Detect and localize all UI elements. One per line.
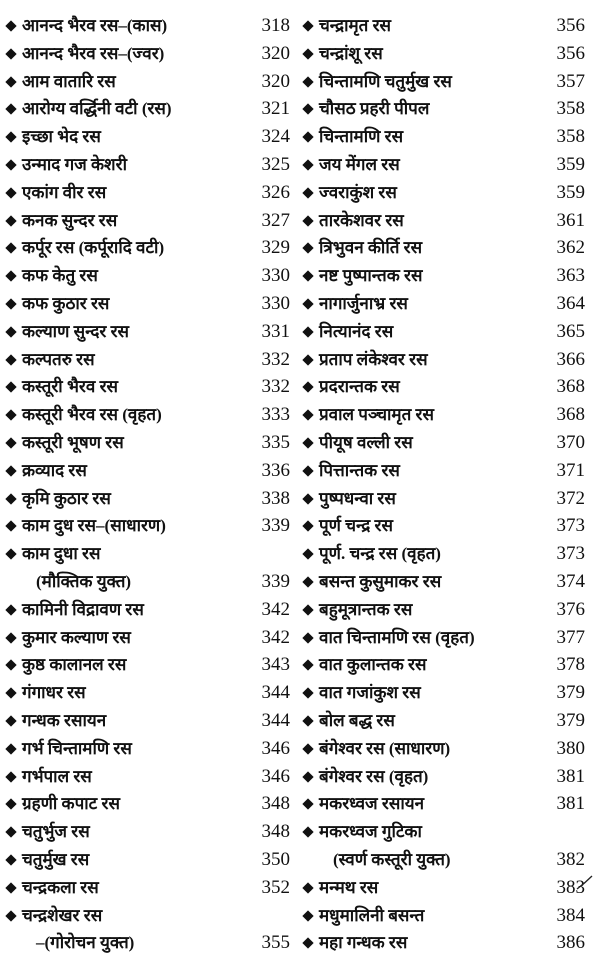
entry-name: इच्छा भेद रस [22,127,101,147]
index-entry [303,179,585,207]
entry-name: कनक सुन्दर रस [22,210,118,230]
bullet-diamond-icon [6,355,16,365]
entry-page-number: 333 [261,404,290,426]
index-entry [6,40,290,68]
index-entry [303,95,585,123]
entry-page-number: 332 [261,348,290,370]
entry-name: त्रिभुवन कीर्ति रस [319,238,423,258]
entry-name: चन्द्रामृत रस [319,16,392,35]
entry-name: कल्पतरु रस [22,349,95,369]
bullet-diamond-icon [303,911,313,921]
index-entry [6,596,290,624]
index-entry [303,651,585,679]
index-column-right [303,12,585,957]
bullet-diamond-icon [303,660,313,670]
entry-subtitle: –(गोरोचन युक्त) [36,933,135,953]
index-entry [6,902,290,930]
entry-name: कफ केतु रस [22,266,98,286]
bullet-diamond-icon [6,77,16,87]
entry-page-number: 365 [556,320,585,342]
entry-name: बसन्त कुसुमाकर रस [319,571,442,591]
entry-page-number: 363 [556,265,585,287]
bullet-diamond-icon [303,188,313,198]
entry-page-number: 346 [261,765,290,787]
entry-page-number: 325 [261,153,290,175]
bullet-diamond-icon [303,744,313,754]
entry-page-number: 361 [556,209,585,231]
index-entry [6,679,290,707]
index-entry [303,40,585,68]
index-entry [303,540,585,568]
bullet-diamond-icon [6,494,16,504]
entry-page-number: 380 [556,737,585,759]
index-entry [303,151,585,179]
index-entry [303,485,585,513]
entry-page-number: 377 [556,626,585,648]
entry-name: कुष्ठ कालानल रस [22,655,127,675]
bullet-diamond-icon [6,911,16,921]
index-entry [6,262,290,290]
index-entry [303,763,585,791]
bullet-diamond-icon [6,271,16,281]
index-entry [303,68,585,96]
entry-page-number: 346 [261,737,290,759]
entry-name: पूर्ण चन्द्र रस [319,516,393,536]
entry-name: आनन्द भैरव रस–(ज्वर) [22,43,165,63]
entry-name: कल्याण सुन्दर रस [22,321,130,341]
bullet-diamond-icon [6,21,16,31]
index-entry [6,234,290,262]
entry-name: ग्रहणी कपाट रस [22,794,120,814]
index-entry [6,624,290,652]
entry-page-number: 343 [261,654,290,676]
entry-subtitle: (स्वर्ण कस्तूरी युक्त) [333,849,451,869]
entry-page-number: 364 [556,292,585,314]
entry-name: वात कुलान्तक रस [319,655,427,675]
entry-page-number: 356 [556,15,585,36]
index-entry-continuation [6,929,290,957]
index-entry [303,234,585,262]
bullet-diamond-icon [6,410,16,420]
entry-name: कफ कुठार रस [22,293,110,313]
index-entry [6,512,290,540]
entry-page-number: 373 [556,515,585,537]
bullet-diamond-icon [303,549,313,559]
entry-page-number: 356 [556,42,585,64]
index-entry [6,401,290,429]
index-entry [6,318,290,346]
entry-name: कस्तूरी भूषण रस [22,432,124,452]
index-entry [6,151,290,179]
index-entry [303,401,585,429]
index-entry [6,874,290,902]
entry-page-number: 329 [261,237,290,259]
entry-subtitle: (मौक्तिक युक्त) [36,571,132,591]
entry-page-number: 318 [261,15,290,36]
index-entry [6,540,290,568]
bullet-diamond-icon [6,132,16,142]
entry-page-number: 331 [261,320,290,342]
index-entry [6,290,290,318]
index-entry [6,763,290,791]
bullet-diamond-icon [303,271,313,281]
entry-name: गर्भपाल रस [22,766,92,786]
bullet-diamond-icon [303,688,313,698]
bullet-diamond-icon [6,688,16,698]
bullet-diamond-icon [6,883,16,893]
entry-page-number: 338 [261,487,290,509]
entry-page-number: 350 [261,848,290,870]
index-entry [6,846,290,874]
entry-name: कस्तूरी भैरव रस (वृहत) [22,405,162,425]
bullet-diamond-icon [303,21,313,31]
entry-page-number: 368 [556,376,585,398]
entry-page-number: 339 [261,515,290,537]
index-entry [303,373,585,401]
entry-page-number: 335 [261,431,290,453]
entry-name: ज्वराकुंश रस [319,182,397,202]
entry-page-number: 355 [261,932,290,954]
bullet-diamond-icon [303,299,313,309]
bullet-diamond-icon [6,744,16,754]
entry-page-number: 371 [556,459,585,481]
entry-page-number: 383 [556,876,585,898]
entry-name: वात गजांकुश रस [319,683,421,703]
entry-name: मन्मथ रस [319,877,379,897]
entry-name: चौसठ प्रहरी पीपल [319,99,430,119]
entry-page-number: 370 [556,431,585,453]
entry-page-number: 320 [261,42,290,64]
entry-page-number: 378 [556,654,585,676]
entry-page-number: 352 [261,876,290,898]
bullet-diamond-icon [6,799,16,809]
bullet-diamond-icon [303,327,313,337]
entry-page-number: 327 [261,209,290,231]
entry-name: पूर्ण. चन्द्र रस (वृहत) [319,544,441,564]
bullet-diamond-icon [6,466,16,476]
bullet-diamond-icon [6,855,16,865]
entry-page-number: 373 [556,543,585,565]
entry-page-number: 332 [261,376,290,398]
entry-page-number: 348 [261,793,290,815]
entry-name: नित्यानंद रस [319,321,394,341]
bullet-diamond-icon [6,216,16,226]
entry-page-number: 320 [261,70,290,92]
bullet-diamond-icon [6,605,16,615]
bullet-diamond-icon [303,382,313,392]
index-entry [303,207,585,235]
entry-page-number: 376 [556,598,585,620]
index-column-left [6,12,290,957]
entry-page-number: 382 [556,848,585,870]
entry-name: एकांग वीर रस [22,182,107,202]
index-entry [6,12,290,40]
index-entry [6,651,290,679]
index-entry [303,790,585,818]
bullet-diamond-icon [303,77,313,87]
index-entry [303,818,585,846]
entry-name: बहुमूत्रान्तक रस [319,599,413,619]
entry-name: आम वातारि रस [22,71,116,91]
entry-page-number: 379 [556,709,585,731]
entry-page-number: 344 [261,709,290,731]
index-entry [6,123,290,151]
index-entry [303,512,585,540]
index-entry [6,346,290,374]
index-entry [6,790,290,818]
bullet-diamond-icon [303,494,313,504]
entry-name: मकरध्वज रसायन [319,794,425,814]
entry-name: महा गन्धक रस [319,933,408,953]
bullet-diamond-icon [6,716,16,726]
bullet-diamond-icon [303,466,313,476]
bullet-diamond-icon [6,660,16,670]
entry-name: कुमार कल्याण रस [22,627,131,647]
index-entry [6,457,290,485]
entry-name: चन्द्रांशू रस [319,43,383,63]
bullet-diamond-icon [6,633,16,643]
entry-name: पित्तान्तक रस [319,460,400,480]
bullet-diamond-icon [6,243,16,253]
bullet-diamond-icon [303,355,313,365]
entry-page-number: 321 [261,98,290,120]
entry-page-number: 368 [556,404,585,426]
entry-name: आरोग्य वर्द्धिनी वटी (रस) [22,99,172,119]
index-entry [6,68,290,96]
entry-page-number: 342 [261,598,290,620]
entry-page-number: 342 [261,626,290,648]
index-entry [6,818,290,846]
index-entry [303,707,585,735]
entry-page-number: 381 [556,793,585,815]
entry-page-number: 358 [556,98,585,120]
entry-name: चतुर्भुज रस [22,822,90,842]
bullet-diamond-icon [303,104,313,114]
entry-page-number: 344 [261,682,290,704]
entry-page-number: 359 [556,181,585,203]
entry-name: पुष्पधन्वा रस [319,488,396,508]
index-entry [303,624,585,652]
bullet-diamond-icon [303,716,313,726]
bullet-diamond-icon [6,772,16,782]
entry-page-number: 366 [556,348,585,370]
bullet-diamond-icon [303,410,313,420]
entry-page-number: 339 [261,570,290,592]
entry-name: चन्द्रशेखर रस [22,905,103,925]
index-entry [303,568,585,596]
entry-name: तारकेशवर रस [319,210,404,230]
entry-page-number: 330 [261,292,290,314]
entry-name: मधुमालिनी बसन्त [319,905,425,925]
bullet-diamond-icon [303,577,313,587]
entry-page-number: 386 [556,932,585,954]
bullet-diamond-icon [6,104,16,114]
bullet-diamond-icon [303,521,313,531]
bullet-diamond-icon [303,799,313,809]
entry-name: प्रदरान्तक रस [319,377,400,397]
bullet-diamond-icon [303,883,313,893]
entry-page-number: 357 [556,70,585,92]
entry-page-number: 324 [261,126,290,148]
index-entry-continuation [303,846,585,874]
index-entry [303,429,585,457]
bullet-diamond-icon [303,827,313,837]
entry-page-number: 374 [556,570,585,592]
entry-name: मकरध्वज गुटिका [319,822,422,842]
bullet-diamond-icon [6,549,16,559]
index-entry-continuation [6,568,290,596]
entry-name: चन्द्रकला रस [22,877,99,897]
entry-name: नागार्जुनाभ्र रस [319,293,408,313]
entry-page-number: 330 [261,265,290,287]
bullet-diamond-icon [303,132,313,142]
entry-name: बंगेश्वर रस (वृहत) [319,766,429,786]
index-entry [303,318,585,346]
entry-name: प्रताप लंकेश्वर रस [319,349,428,369]
bullet-diamond-icon [6,49,16,59]
entry-name: आनन्द भैरव रस–(कास) [22,16,168,35]
entry-name: गंगाधर रस [22,683,86,703]
index-entry [6,735,290,763]
entry-name: उन्माद गज केशरी [22,154,127,174]
entry-name: जय मेंगल रस [319,154,400,174]
bullet-diamond-icon [303,605,313,615]
bullet-diamond-icon [303,243,313,253]
entry-page-number: 362 [556,237,585,259]
entry-page-number: 372 [556,487,585,509]
entry-page-number: 379 [556,682,585,704]
bullet-diamond-icon [6,382,16,392]
entry-name: चिन्तामणि चतुर्मुख रस [319,71,452,91]
entry-name: गन्धक रसायन [22,710,107,730]
index-entry [6,207,290,235]
index-entry [6,95,290,123]
index-entry [303,346,585,374]
index-entry [6,707,290,735]
entry-name: बंगेश्वर रस (साधारण) [319,738,451,758]
entry-name: चतुर्मुख रस [22,849,90,869]
entry-name: चिन्तामणि रस [319,127,404,147]
bullet-diamond-icon [303,216,313,226]
index-entry [303,12,585,40]
bullet-diamond-icon [6,299,16,309]
entry-name: बोल बद्ध रस [319,710,395,730]
entry-name: कृमि कुठार रस [22,488,111,508]
index-entry [303,735,585,763]
index-entry [6,429,290,457]
bullet-diamond-icon [6,521,16,531]
entry-page-number: 358 [556,126,585,148]
entry-page-number: 326 [261,181,290,203]
entry-name: कर्पूर रस (कर्पूरादि वटी) [22,238,165,258]
entry-page-number: 384 [556,904,585,926]
bullet-diamond-icon [6,160,16,170]
bullet-diamond-icon [303,772,313,782]
index-entry [303,457,585,485]
entry-name: वात चिन्तामणि रस (वृहत) [319,627,475,647]
bullet-diamond-icon [6,438,16,448]
bullet-diamond-icon [303,160,313,170]
index-entry [303,262,585,290]
index-entry [6,179,290,207]
entry-page-number: 381 [556,765,585,787]
index-entry [303,902,585,930]
index-entry [6,373,290,401]
entry-name: कस्तूरी भैरव रस [22,377,119,397]
entry-name: गर्भ चिन्तामणि रस [22,738,132,758]
index-entry [303,290,585,318]
entry-page-number: 336 [261,459,290,481]
entry-name: पीयूष वल्ली रस [319,432,413,452]
entry-page-number: 359 [556,153,585,175]
entry-name: कामिनी विद्रावण रस [22,599,144,619]
bullet-diamond-icon [303,438,313,448]
bullet-diamond-icon [6,327,16,337]
index-entry [303,929,585,957]
index-entry [303,123,585,151]
bullet-diamond-icon [6,827,16,837]
entry-name: क्रव्याद रस [22,460,87,480]
index-entry [303,874,585,902]
bullet-diamond-icon [303,938,313,948]
entry-name: काम दुधा रस [22,544,101,564]
bullet-diamond-icon [303,49,313,59]
index-entry [6,485,290,513]
index-entry [303,596,585,624]
bullet-diamond-icon [303,633,313,643]
entry-page-number: 348 [261,821,290,843]
entry-name: प्रवाल पञ्चामृत रस [319,405,434,425]
index-entry [303,679,585,707]
handwritten-tick-mark [575,873,595,893]
bullet-diamond-icon [6,188,16,198]
entry-name: नष्ट पुष्पान्तक रस [319,266,423,286]
entry-name: काम दुध रस–(साधारण) [22,516,166,536]
